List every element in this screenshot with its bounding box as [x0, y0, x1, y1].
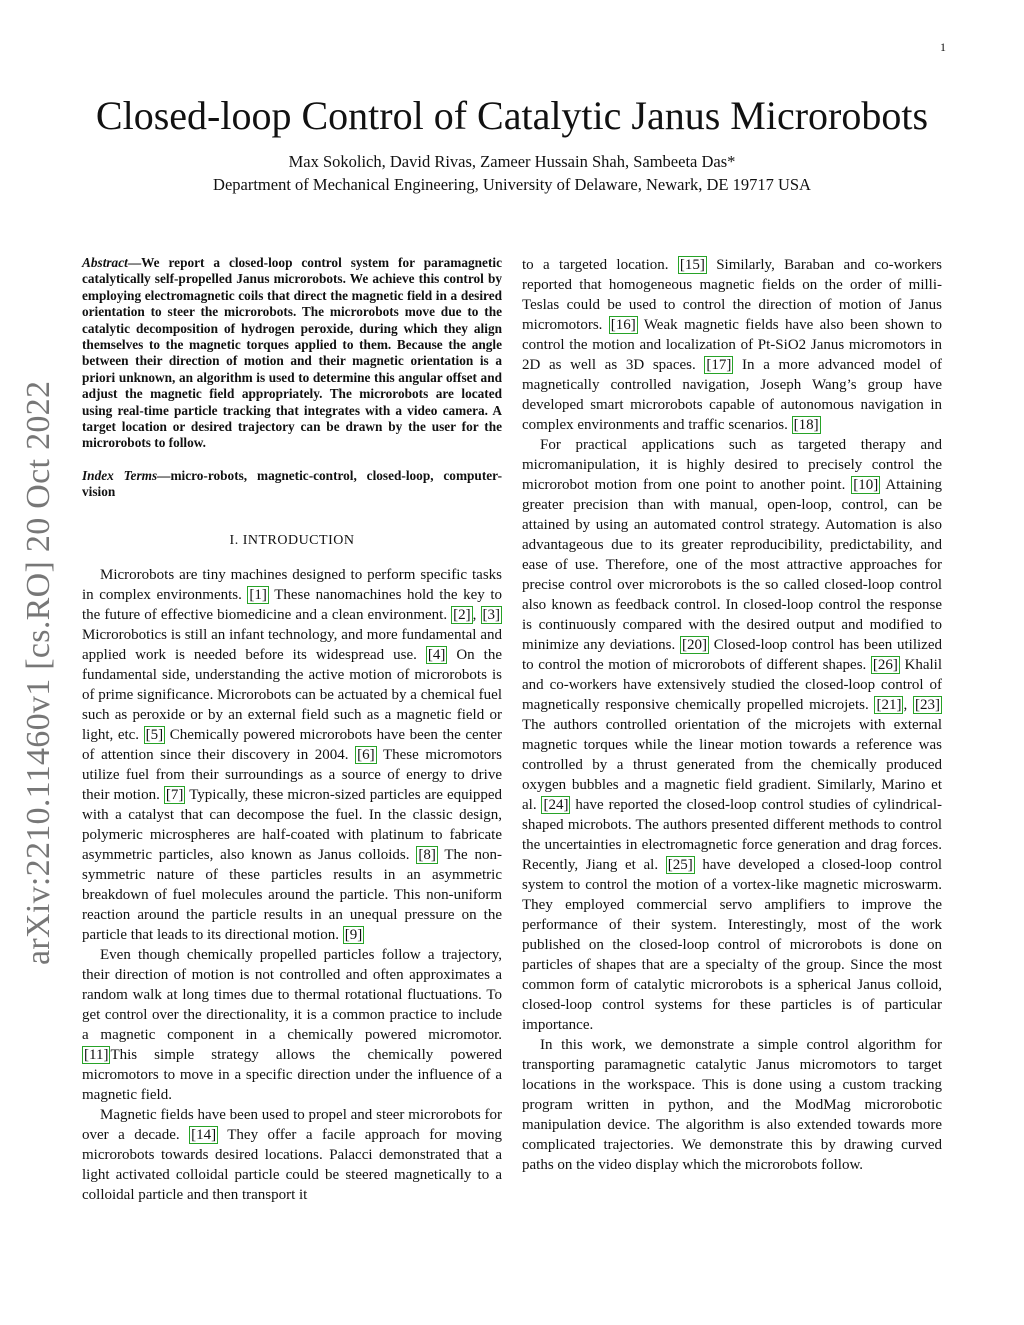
right-column [522, 255, 942, 1175]
citation-link[interactable]: [2] [453, 606, 471, 623]
citation-link[interactable]: [6] [357, 746, 375, 763]
index-terms [82, 468, 502, 501]
citation-link[interactable]: [11] [84, 1046, 109, 1063]
citation-link[interactable]: [20] [682, 637, 708, 653]
left-column [82, 255, 502, 1205]
citation-link[interactable]: [23] [915, 697, 941, 713]
arxiv-identifier: arXiv:2210.11460v1 [cs.RO] 20 Oct 2022 [20, 380, 57, 965]
citation-link[interactable]: [24] [543, 797, 569, 813]
citation-link[interactable]: [8] [418, 846, 436, 863]
page-number: 1 [940, 40, 946, 54]
citation-link[interactable]: [5] [145, 726, 164, 743]
citation-link[interactable]: [7] [165, 786, 184, 803]
paper-title: Closed-loop Control of Catalytic Janus Microrobots [95, 93, 929, 138]
citation-link[interactable]: [3] [482, 606, 500, 623]
abstract-text: —We report a closed-loop control system for paramagnetic catalytically self-propelled Janus microrobots. We achieve this control by employing electromagnetic coils that direct the magnetic field in a desired orientation to steer the microrobots. The microrobots move due to the catalytic decomposition of hydrogen peroxide, during which they align themselves to the magnetic torques applied to them. Because the angle between their direction of motion and their magnetic orientation is a priori unknown, an algorithm is used to determine this angular offset and adjust the magnetic field appropriately. The microrobots are located using real-time particle tracking that integrates with a video camera. A target location or desired trajectory can be drawn by the user for the microrobots to follow. [82, 255, 502, 451]
author-list: Max Sokolich, David Rivas, Zameer Hussain Shah, Sambeeta Das* [288, 152, 736, 171]
citation-link[interactable]: [17] [706, 357, 732, 373]
section-heading-introduction: I. INTRODUCTION [229, 532, 355, 548]
citation-link[interactable]: [14] [191, 1126, 217, 1143]
abstract-label: Abstract [82, 255, 128, 270]
intro-paragraph-1: Microrobots are tiny machines designed to perform specific tasks in complex environments. [1] These nanomachines hold the key to the future of effective biomedicine and a clean environment. [2] , [3] Microrobotics is still an infant technology, and more fundamental and applied work is needed before its widespread use. [4] On the fundamental side, understanding the active motion of microrobots is of prime significance. Microrobots can be actuated by a chemical fuel such as peroxide or by an external field such as a magnetic field or light, etc. [5] Chemically powered microrobots have been the center of attention since their discovery in 2004. [6] These micromotors utilize fuel from their surroundings as a source of energy to drive their motion. [7] Typically, these micron-sized particles are equipped with a catalyst that can decompose the fuel. In the classic design, polymeric microspheres are half-coated with platinum to fabricate asymmetric particles, also known as Janus colloids. [8] The non-symmetric nature of these particles results in an asymmetric breakdown of fuel molecules around the particle. This non-uniform reaction around the particle results in an unequal pressure on the particle that leads to its directional motion. [9] [82, 566, 503, 943]
citation-link[interactable]: [15] [679, 257, 705, 273]
citation-link[interactable]: [1] [249, 586, 267, 603]
citation-link[interactable]: [9] [344, 926, 363, 943]
citation-link[interactable]: [21] [876, 697, 902, 713]
citation-link[interactable]: [4] [427, 646, 446, 663]
citation-link[interactable]: [18] [793, 417, 819, 433]
citation-link[interactable]: [26] [872, 657, 898, 673]
citation-link[interactable]: [25] [667, 857, 693, 873]
intro-paragraph-4: For practical applications such as targeted therapy and micromanipulation, it is highly desired to precisely control the microrobot motion from one point to another point. [10] Attaining greater precision than with manual, open-loop, control, can be attained by using an automated control strategy. Automation is also advantageous due to its greater reproducibility, predictability, and ease of use. Therefore, one of the most attractive approaches for precise control over microrobots is the so called closed-loop control also known as feedback control. In closed-loop control the response is continuously compared with the desired output and modified to minimize any deviations. [20] Closed-loop control has been utilized to control the motion of microrobots of different shapes. [26] Khalil and co-workers have extensively studied the closed-loop control of magnetically responsive chemically propelled microjets. [21] , [23] The authors controlled orientation of the microjets with external magnetic torques while the linear motion towards a reference was controlled by a thrust generated from the chemically produced oxygen bubbles and a magnetic field gradient. Similarly, Marino et al. [24] have reported the closed-loop control studies of cylindrical-shaped microbots. The authors presented different methods to control the uncertainties in electromagnetic force generation and drag forces. Recently, Jiang et al. [25] have developed a closed-loop control system to control the motion of a vortex-like magnetic microswarm. They employed commercial servo amplifiers to improve the performance of their system. Interestingly, most of the work published on the closed-loop control of microrobots is done on particles of shapes that are a specialty of the group. Since the most common form of catalytic microrobots is a spherical Janus colloid, closed-loop control systems for these particles is of particular importance. [522, 437, 942, 1033]
abstract [82, 255, 502, 452]
intro-paragraph-5: In this work, we demonstrate a simple control algorithm for transporting paramagnetic catalytic Janus micromotors to target locations in the workspace. This is done using a custom tracking program written in python, and the ModMag microrobotic manipulation device. The algorithm is also extended towards more complicated trajectories. We demonstrate this by drawing curved paths on the video display which the microrobots follow. [522, 1037, 942, 1173]
intro-paragraph-3: Magnetic fields have been used to propel and steer microrobots for over a decade. [14] They offer a facile approach for moving microrobots towards desired locations. Palacci demonstrated that a light activated colloidal particle could be steered magnetically to a colloidal particle and then transport it [82, 1106, 502, 1203]
index-terms-label: Index Terms [82, 467, 158, 483]
citation-link[interactable]: [16] [610, 317, 636, 333]
index-terms-text: —micro-robots, magnetic-control, closed-loop, computer-vision [82, 467, 502, 500]
intro-paragraph-2: Even though chemically propelled particles follow a trajectory, their direction of motion is not controlled and often approximates a random walk at long times due to thermal rotational fluctuations. To get control over the directionality, it is a common practice to include a magnetic component in a chemically powered micromotor. [11] This simple strategy allows the chemically powered micromotors to move in a specific direction under the influence of a magnetic field. [82, 946, 502, 1103]
affiliation: Department of Mechanical Engineering, University of Delaware, Newark, DE 19717 USA [213, 175, 811, 194]
intro-paragraph-3-continued: to a targeted location. [15] Similarly, Baraban and co-workers reported that homogeneous magnetic fields on the order of milli-Teslas could be used to control the direction of motion of Janus micromotors. [16] Weak magnetic fields have also been shown to control the motion and localization of Pt-SiO2 Janus micromotors in 2D as well as 3D spaces. [17] In a more advanced model of magnetically controlled navigation, Joseph Wang’s group have developed smart microrobots capable of autonomous navigation in complex environments and traffic scenarios. [18] [522, 257, 943, 433]
citation-link[interactable]: [10] [853, 477, 879, 493]
